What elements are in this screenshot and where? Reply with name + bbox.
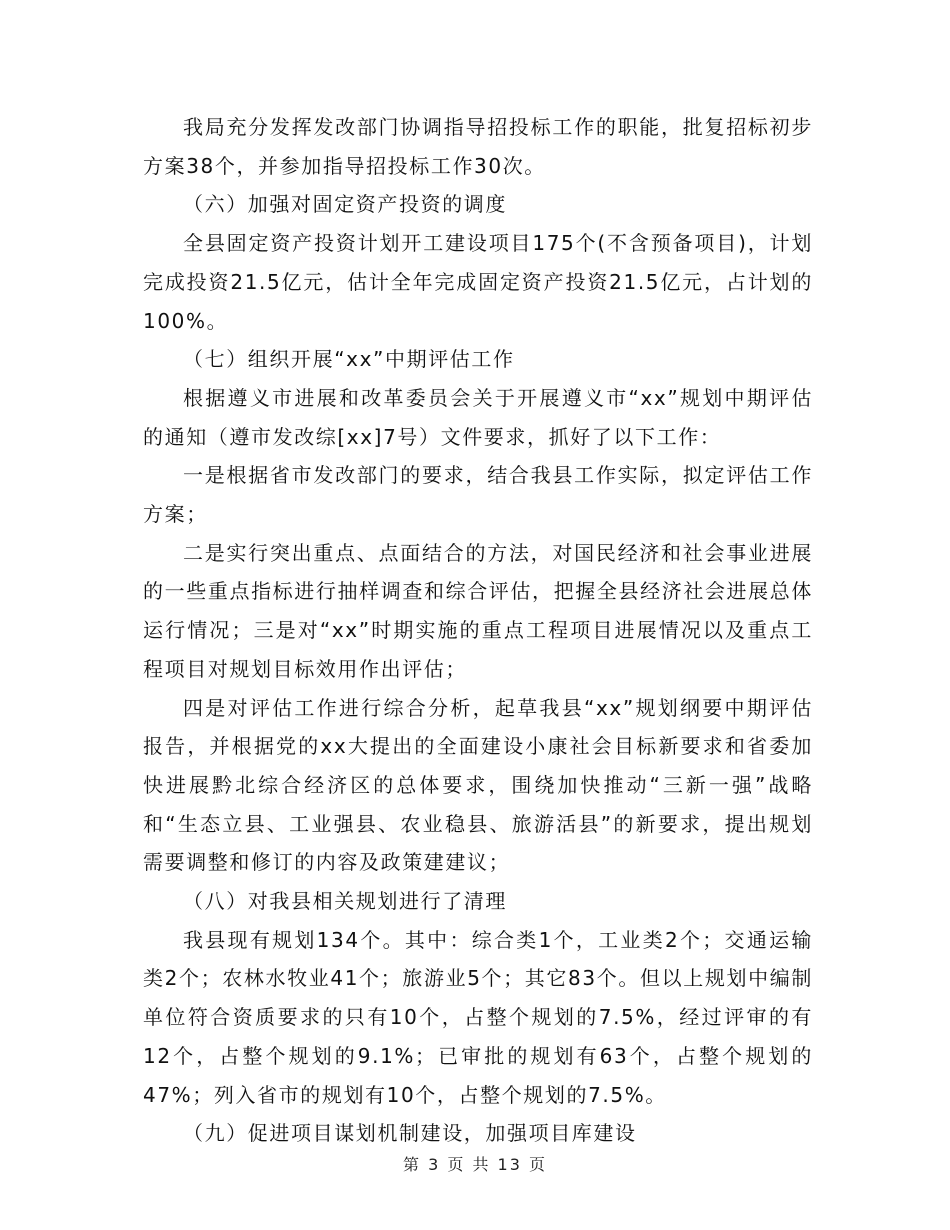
section-heading: （八）对我县相关规划进行了清理 bbox=[183, 889, 507, 914]
section-heading: （七）组织开展“xx”中期评估工作 bbox=[183, 347, 515, 372]
section-heading: （六）加强对固定资产投资的调度 bbox=[183, 192, 507, 217]
paragraph: 一是根据省市发改部门的要求，结合我县工作实际，拟定评估工作方案； bbox=[143, 463, 813, 527]
paragraph: 全县固定资产投资计划开工建设项目175个(不含预备项目)，计划完成投资21.5亿元，估计全年完成固定资产投资21.5亿元，占计划的100%。 bbox=[143, 231, 813, 333]
page-number-footer: 第 3 页 共 13 页 bbox=[403, 1155, 547, 1174]
document-body bbox=[143, 108, 813, 1153]
section-heading: （九）促进项目谋划机制建设，加强项目库建设 bbox=[183, 1121, 637, 1146]
paragraph: 根据遵义市进展和改革委员会关于开展遵义市“xx”规划中期评估的通知（遵市发改综[xx]7号）文件要求，抓好了以下工作： bbox=[143, 385, 813, 449]
paragraph: 我县现有规划134个。其中：综合类1个，工业类2个；交通运输类2个；农林水牧业41个；旅游业5个；其它83个。但以上规划中编制单位符合资质要求的只有10个，占整个规划的7.5%，经过评审的有12个，占整个规划的9.1%；已审批的规划有63个，占整个规划的47%；列入省市的规划有10个，占整个规划的7.5%。 bbox=[143, 927, 813, 1107]
paragraph: 四是对评估工作进行综合分析，起草我县“xx”规划纲要中期评估报告，并根据党的xx大提出的全面建设小康社会目标新要求和省委加快进展黔北综合经济区的总体要求，围绕加快推动“三新一强”战略和“生态立县、工业强县、农业稳县、旅游活县”的新要求，提出规划需要调整和修订的内容及政策建建议； bbox=[143, 695, 813, 875]
paragraph: 二是实行突出重点、点面结合的方法，对国民经济和社会事业进展的一些重点指标进行抽样调查和综合评估，把握全县经济社会进展总体运行情况；三是对“xx”时期实施的重点工程项目进展情况以及重点工程项目对规划目标效用作出评估； bbox=[143, 540, 813, 681]
paragraph: 我局充分发挥发改部门协调指导招投标工作的职能，批复招标初步方案38个，并参加指导招投标工作30次。 bbox=[143, 115, 813, 178]
